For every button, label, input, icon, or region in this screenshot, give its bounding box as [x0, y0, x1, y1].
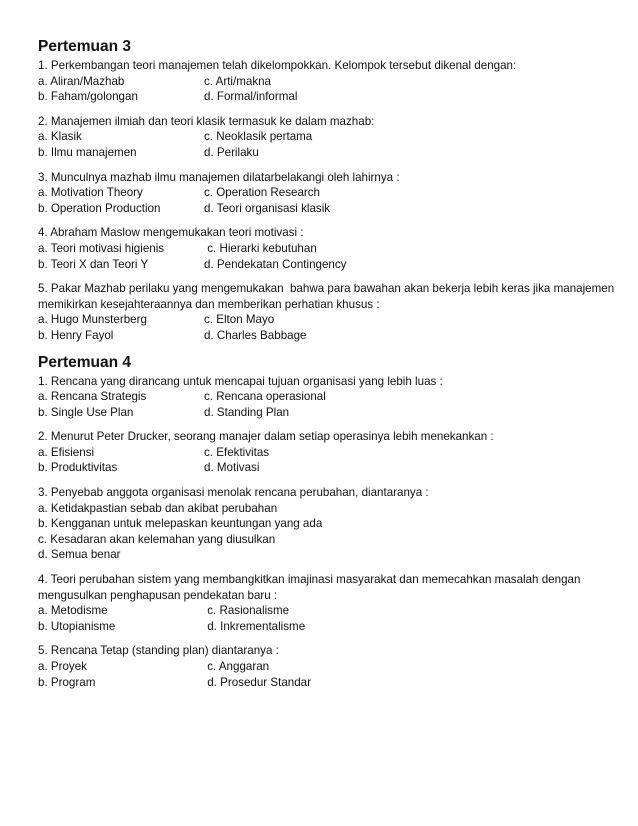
question — [38, 374, 618, 421]
question — [38, 58, 618, 105]
option: d. Teori organisasi klasik — [204, 201, 331, 215]
option: d. Charles Babbage — [204, 328, 307, 342]
option: b. Program — [38, 675, 96, 689]
option: b. Faham/golongan — [38, 90, 138, 104]
option: c. Elton Mayo — [204, 313, 275, 327]
question — [38, 643, 618, 690]
option: c. Kesadaran akan kelemahan yang diusulkan — [38, 532, 276, 546]
option-row — [38, 312, 618, 328]
option: d. Formal/informal — [204, 90, 298, 104]
option: c. Arti/makna — [204, 74, 272, 88]
option: d. Standing Plan — [204, 405, 290, 419]
question-text: 4. Teori perubahan sistem yang membangkitkan imajinasi masyarakat dan memecahkan masalah dengan mengusulkan penghapusan pendekatan baru : — [38, 573, 584, 602]
option: b. Single Use Plan — [38, 405, 134, 419]
option: a. Motivation Theory — [38, 186, 143, 200]
option: a. Teori motivasi higienis — [38, 241, 165, 255]
question-text: 4. Abraham Maslow mengemukakan teori motivasi : — [38, 226, 304, 240]
option-row — [38, 405, 618, 421]
option: b. Teori X dan Teori Y — [38, 257, 149, 271]
question — [38, 429, 618, 476]
option: a. Ketidakpastian sebab dan akibat perubahan — [38, 501, 278, 515]
option-row — [38, 89, 618, 105]
question — [38, 225, 618, 272]
section-pertemuan-4 — [38, 353, 618, 691]
option: c. Neoklasik pertama — [204, 130, 313, 144]
option-row — [38, 129, 618, 145]
question — [38, 114, 618, 161]
option: b. Henry Fayol — [38, 328, 114, 342]
option-row — [38, 241, 618, 257]
option: a. Efisiensi — [38, 445, 95, 459]
question-text: 1. Perkembangan teori manajemen telah dikelompokkan. Kelompok tersebut dikenal dengan: — [38, 59, 517, 72]
option: b. Operation Production — [38, 201, 161, 215]
option: c. Efektivitas — [204, 445, 270, 459]
option: a. Proyek — [38, 660, 87, 673]
option-row — [38, 185, 618, 201]
option: c. Hierarki kebutuhan — [204, 241, 317, 255]
option-row — [38, 74, 618, 90]
question-text: 3. Penyebab anggota organisasi menolak rencana perubahan, diantaranya : — [38, 486, 429, 500]
option: d. Perilaku — [204, 145, 259, 159]
option-row — [38, 460, 618, 476]
option: a. Aliran/Mazhab — [38, 74, 125, 88]
option: d. Pendekatan Contingency — [204, 257, 347, 271]
option: c. Rasionalisme — [204, 604, 290, 618]
option: b. Ilmu manajemen — [38, 145, 137, 159]
option: d. Prosedur Standar — [204, 675, 311, 689]
option: b. Produktivitas — [38, 461, 118, 475]
option: d. Semua benar — [38, 548, 121, 562]
section-title: Pertemuan 3 — [38, 38, 132, 55]
question — [38, 170, 618, 217]
question-text: 5. Pakar Mazhab perilaku yang mengemukakan bahwa para bawahan akan bekerja lebih keras jika manajemen memikirkan kesejahteraannya dan memberikan perhatian khusus : — [38, 282, 618, 311]
question-text: 5. Rencana Tetap (standing plan) diantaranya : — [38, 644, 279, 658]
option-row — [38, 328, 618, 344]
question — [38, 572, 618, 634]
question — [38, 281, 618, 343]
section-pertemuan-3 — [38, 37, 618, 344]
option: c. Rencana operasional — [204, 390, 326, 404]
option: b. Utopianisme — [38, 619, 116, 633]
option-row — [38, 619, 618, 635]
option: b. Kengganan untuk melepaskan keuntungan yang ada — [38, 517, 323, 531]
option-row — [38, 201, 618, 217]
section-title: Pertemuan 4 — [38, 353, 132, 371]
option-row — [38, 257, 618, 273]
option: d. Motivasi — [204, 461, 260, 475]
option: a. Hugo Munsterberg — [38, 313, 147, 327]
option: d. Inkrementalisme — [204, 619, 306, 633]
option-row — [38, 445, 618, 461]
question-text: 2. Menurut Peter Drucker, seorang manajer dalam setiap operasinya lebih menekankan : — [38, 430, 494, 444]
option-row — [38, 675, 618, 691]
option-row — [38, 603, 618, 619]
option-row — [38, 389, 618, 405]
question — [38, 485, 618, 563]
question-text: 3. Munculnya mazhab ilmu manajemen dilatarbelakangi oleh lahirnya : — [38, 170, 400, 184]
option-row — [38, 145, 618, 161]
option: a. Metodisme — [38, 604, 108, 618]
option: c. Operation Research — [204, 186, 320, 200]
option: a. Rencana Strategis — [38, 390, 147, 404]
option: c. Anggaran — [204, 660, 270, 673]
question-text: 2. Manajemen ilmiah dan teori klasik termasuk ke dalam mazhab: — [38, 114, 375, 128]
option-row — [38, 659, 618, 675]
question-text: 1. Rencana yang dirancang untuk mencapai tujuan organisasi yang lebih luas : — [38, 374, 443, 388]
option: a. Klasik — [38, 130, 82, 144]
